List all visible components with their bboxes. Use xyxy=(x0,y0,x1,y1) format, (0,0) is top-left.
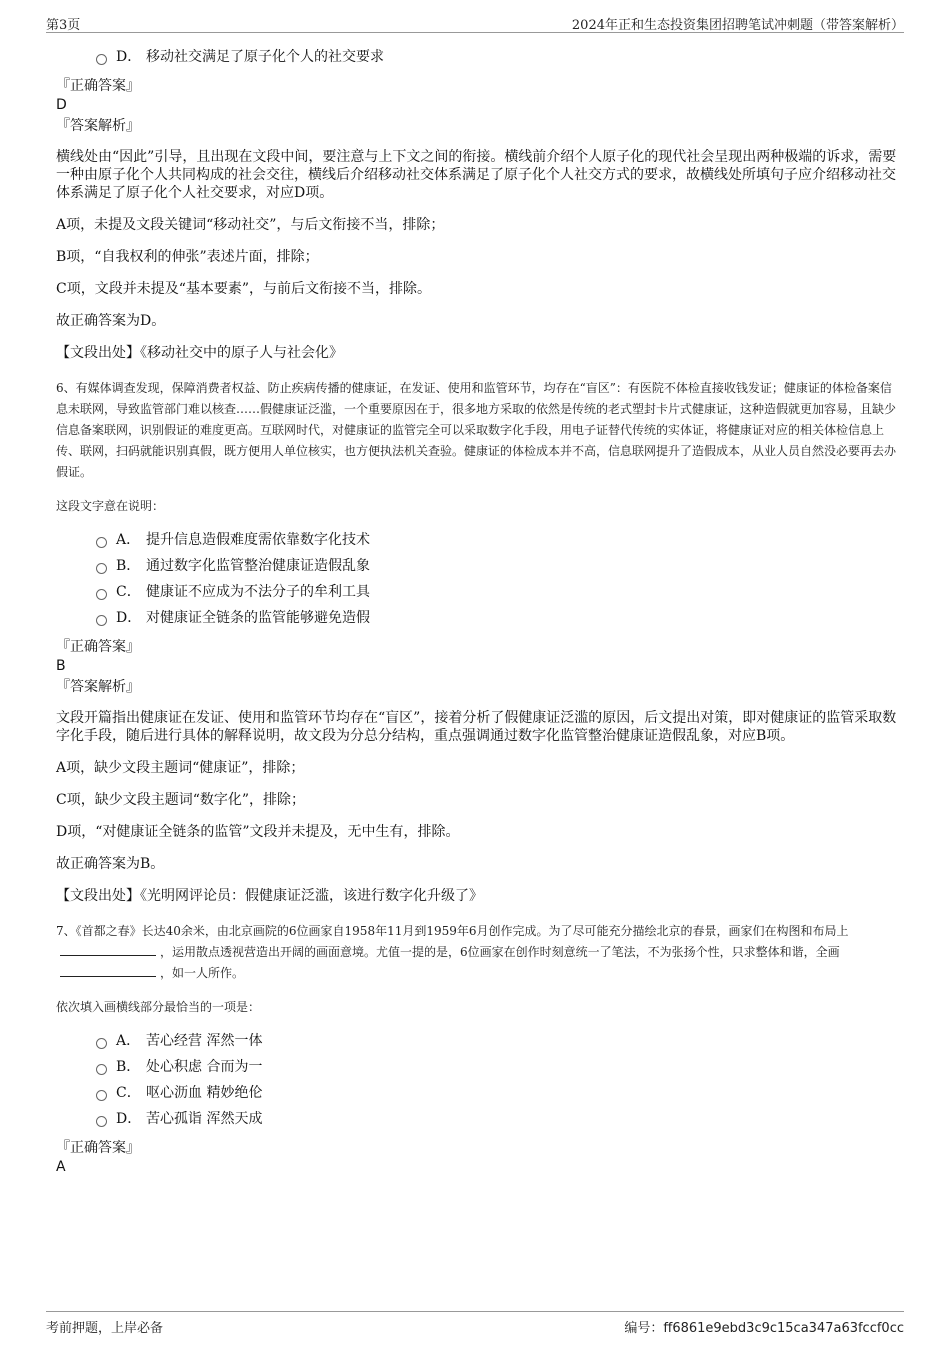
page-content xyxy=(56,44,898,1176)
radio-circle-icon[interactable] xyxy=(96,615,107,626)
q5-analysis-1: A项，未提及文段关键词“移动社交”，与后文衔接不当，排除； xyxy=(56,217,445,233)
q6-answer-label: 『正确答案』 xyxy=(56,639,140,655)
radio-circle-icon[interactable] xyxy=(96,589,107,600)
radio-circle-icon[interactable] xyxy=(96,1064,107,1075)
page-header xyxy=(46,10,904,33)
q7-option-d[interactable]: D． 苦心孤诣 浑然天成 xyxy=(56,1106,898,1132)
q6-question: 6、有媒体调查发现，保障消费者权益、防止疾病传播的健康证，在发证、使用和监管环节，均存在“盲区”：有医院不体检直接收钱发证；健康证的体检备案信息未联网，导致监管部门难以核查……假健康证泛滥，一个重要原因在于，很多地方采取的依然是传统的老式塑封卡片式健康证，这种造假就更加容易，且缺少信息备案联网，识别假证的难度更高。互联网时代，对健康证的监管完全可以采取数字化手段，用电子证替代传统的实体证，将健康证对应的相关体检信息上传、联网，扫码就能识别真假，既方便用人单位核实，也方便执法机关查验。健康证的体检成本并不高，信息联网提升了造假成本，从业人员自然没必要再去办假证。 xyxy=(56,381,897,479)
q7-prompt: 依次填入画横线部分最恰当的一项是： xyxy=(56,1000,261,1014)
radio-circle-icon[interactable] xyxy=(96,1090,107,1101)
q5-analysis-4: 故正确答案为D。 xyxy=(56,313,166,329)
q7-answer-label: 『正确答案』 xyxy=(56,1140,140,1156)
q5-analysis-0: 横线处由“因此”引导，且出现在文段中间，要注意与上下文之间的衔接。横线前介绍个人原子化的现代社会呈现出两种极端的诉求，需要一种由原子化个人共同构成的社会交往，横线后介绍移动社交体系满足了原子化个人社交方式的要求，故横线处所填句子应介绍移动社交体系满足了原子化个人社交要求，对应D项。 xyxy=(56,149,897,201)
q6-analysis-label: 『答案解析』 xyxy=(56,679,140,695)
document-id: 编号：ff6861e9ebd3c9c15ca347a63fccf0cc xyxy=(624,1321,904,1336)
q5-answer-label: 『正确答案』 xyxy=(56,78,140,94)
radio-circle-icon[interactable] xyxy=(96,537,107,548)
q5-answer: D xyxy=(56,97,67,113)
footer-slogan: 考前押题，上岸必备 xyxy=(46,1321,164,1336)
q6-option-b[interactable]: B． 通过数字化监管整治健康证造假乱象 xyxy=(56,553,898,579)
document-title: 2024年正和生态投资集团招聘笔试冲刺题（带答案解析） xyxy=(571,18,904,33)
q6-prompt: 这段文字意在说明： xyxy=(56,499,165,513)
q5-analysis-3: C项，文段并未提及“基本要素”，与前后文衔接不当，排除。 xyxy=(56,281,432,297)
page-footer xyxy=(46,1311,904,1336)
q6-source: 【文段出处】《光明网评论员：假健康证泛滥，该进行数字化升级了》 xyxy=(56,888,483,904)
q7-option-a[interactable]: A． 苦心经营 浑然一体 xyxy=(56,1028,898,1054)
q7-question: 7、《首都之春》长达40余米，由北京画院的6位画家自1958年11月到1959年6月创作完成。为了尽可能充分描绘北京的春景，画家们在构图和布局上，运用散点透视营造出开阔的画面意境。尤值一提的是，6位画家在创作时刻意统一了笔法，不为张扬个性，只求整体和谐，全画，如一人所作。 xyxy=(56,924,849,980)
radio-circle-icon[interactable] xyxy=(96,1038,107,1049)
fill-blank-2 xyxy=(60,964,156,977)
q7-answer: A xyxy=(56,1159,66,1175)
fill-blank-1 xyxy=(60,943,156,956)
q6-analysis-2: C项，缺少文段主题词“数字化”，排除； xyxy=(56,792,306,808)
q5-option-d[interactable]: D． 移动社交满足了原子化个人的社交要求 xyxy=(56,44,898,70)
radio-circle-icon[interactable] xyxy=(96,1116,107,1127)
radio-circle-icon[interactable] xyxy=(96,563,107,574)
q6-analysis-3: D项，“对健康证全链条的监管”文段并未提及，无中生有，排除。 xyxy=(56,824,460,840)
q6-answer: B xyxy=(56,658,66,674)
q6-option-d[interactable]: D． 对健康证全链条的监管能够避免造假 xyxy=(56,605,898,631)
q6-analysis-4: 故正确答案为B。 xyxy=(56,856,165,872)
q6-option-a[interactable]: A． 提升信息造假难度需依靠数字化技术 xyxy=(56,527,898,553)
q5-analysis-label: 『答案解析』 xyxy=(56,118,140,134)
q6-analysis-1: A项，缺少文段主题词“健康证”，排除； xyxy=(56,760,305,776)
q5-analysis-2: B项，“自我权利的伸张”表述片面，排除； xyxy=(56,249,319,265)
q5-source: 【文段出处】《移动社交中的原子人与社会化》 xyxy=(56,345,343,361)
q6-analysis-0: 文段开篇指出健康证在发证、使用和监管环节均存在“盲区”，接着分析了假健康证泛滥的原因，后文提出对策，即对健康证的监管采取数字化手段，随后进行具体的解释说明，故文段为分总分结构，重点强调通过数字化监管整治健康证造假乱象，对应B项。 xyxy=(56,710,897,744)
q7-option-c[interactable]: C． 呕心沥血 精妙绝伦 xyxy=(56,1080,898,1106)
q7-option-b[interactable]: B． 处心积虑 合而为一 xyxy=(56,1054,898,1080)
radio-circle-icon[interactable] xyxy=(96,54,107,65)
q6-option-c[interactable]: C． 健康证不应成为不法分子的牟利工具 xyxy=(56,579,898,605)
page-number: 第3页 xyxy=(46,18,81,33)
